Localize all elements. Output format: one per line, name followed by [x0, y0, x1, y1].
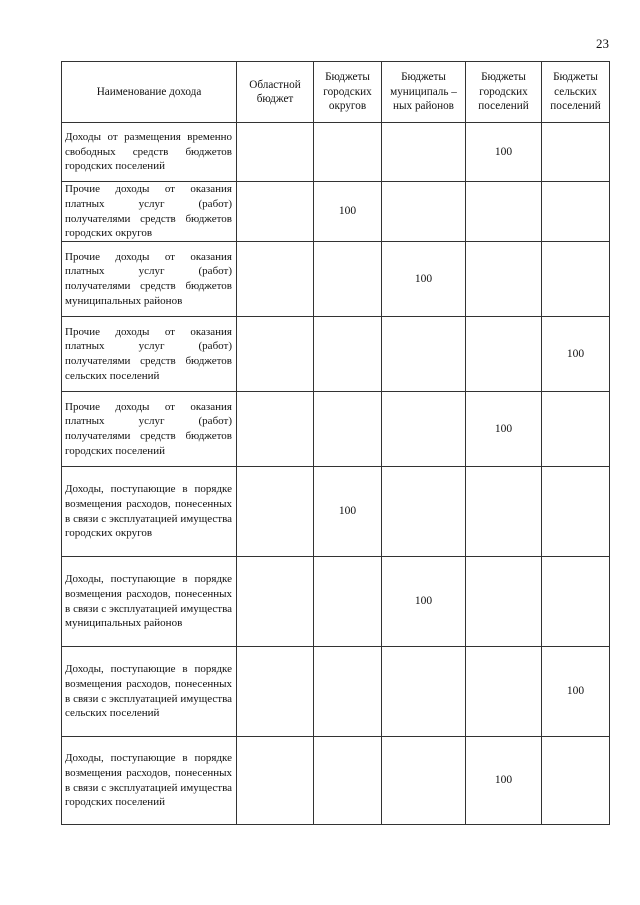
- value-cell: [466, 467, 542, 557]
- income-name-cell: Прочие доходы от оказания платных услуг (работ) получателями средств бюджетов сельских поселений: [62, 317, 237, 392]
- value-cell: 100: [466, 737, 542, 825]
- value-cell: 100: [314, 182, 382, 242]
- header-urban-settlement-budgets: Бюджеты городских поселений: [466, 62, 542, 123]
- income-name-cell: Доходы, поступающие в порядке возмещения расходов, понесенных в связи с эксплуатацией имущества городских округов: [62, 467, 237, 557]
- value-cell: [237, 647, 314, 737]
- value-cell: [314, 123, 382, 182]
- value-cell: [314, 557, 382, 647]
- value-cell: [314, 392, 382, 467]
- income-name-cell: Прочие доходы от оказания платных услуг (работ) получателями средств бюджетов городских поселений: [62, 392, 237, 467]
- revenue-distribution-table: [61, 61, 610, 825]
- table-row: [62, 123, 610, 182]
- value-cell: [314, 317, 382, 392]
- value-cell: [382, 737, 466, 825]
- value-cell: [466, 647, 542, 737]
- table-row: [62, 647, 610, 737]
- value-cell: [466, 317, 542, 392]
- table-row: [62, 467, 610, 557]
- header-row: [62, 62, 610, 123]
- value-cell: 100: [542, 317, 610, 392]
- page-number: 23: [596, 36, 609, 51]
- income-name-cell: Доходы, поступающие в порядке возмещения расходов, понесенных в связи с эксплуатацией имущества муниципальных районов: [62, 557, 237, 647]
- header-city-district-budgets: Бюджеты городских округов: [314, 62, 382, 123]
- value-cell: [237, 182, 314, 242]
- table-row: [62, 242, 610, 317]
- table-row: [62, 557, 610, 647]
- income-name-cell: Прочие доходы от оказания платных услуг (работ) получателями средств бюджетов муниципальных районов: [62, 242, 237, 317]
- table-row: [62, 392, 610, 467]
- header-municipal-district-budgets: Бюджеты муниципаль –ных районов: [382, 62, 466, 123]
- value-cell: [314, 647, 382, 737]
- value-cell: [382, 123, 466, 182]
- income-name-cell: Доходы, поступающие в порядке возмещения расходов, понесенных в связи с эксплуатацией имущества городских поселений: [62, 737, 237, 825]
- value-cell: [237, 123, 314, 182]
- value-cell: [237, 392, 314, 467]
- value-cell: 100: [466, 392, 542, 467]
- header-regional-budget: Областной бюджет: [237, 62, 314, 123]
- value-cell: 100: [382, 557, 466, 647]
- value-cell: [314, 737, 382, 825]
- value-cell: [466, 557, 542, 647]
- value-cell: [237, 737, 314, 825]
- value-cell: [382, 647, 466, 737]
- header-rural-settlement-budgets: Бюджеты сельских поселений: [542, 62, 610, 123]
- value-cell: [237, 557, 314, 647]
- value-cell: [542, 123, 610, 182]
- table-row: [62, 317, 610, 392]
- value-cell: [382, 317, 466, 392]
- value-cell: [542, 182, 610, 242]
- value-cell: [542, 392, 610, 467]
- value-cell: 100: [382, 242, 466, 317]
- value-cell: [542, 737, 610, 825]
- value-cell: [237, 317, 314, 392]
- value-cell: [382, 467, 466, 557]
- value-cell: [542, 242, 610, 317]
- value-cell: [382, 392, 466, 467]
- table-row: [62, 182, 610, 242]
- value-cell: [237, 242, 314, 317]
- value-cell: [314, 242, 382, 317]
- value-cell: [542, 467, 610, 557]
- income-name-cell: Доходы от размещения временно свободных средств бюджетов городских поселений: [62, 123, 237, 182]
- value-cell: 100: [466, 123, 542, 182]
- value-cell: [542, 557, 610, 647]
- table-row: [62, 737, 610, 825]
- value-cell: [382, 182, 466, 242]
- income-name-cell: Доходы, поступающие в порядке возмещения расходов, понесенных в связи с эксплуатацией имущества сельских поселений: [62, 647, 237, 737]
- header-income-name: Наименование дохода: [62, 62, 237, 123]
- value-cell: 100: [542, 647, 610, 737]
- value-cell: 100: [314, 467, 382, 557]
- value-cell: [237, 467, 314, 557]
- value-cell: [466, 242, 542, 317]
- value-cell: [466, 182, 542, 242]
- income-name-cell: Прочие доходы от оказания платных услуг (работ) получателями средств бюджетов городских округов: [62, 182, 237, 242]
